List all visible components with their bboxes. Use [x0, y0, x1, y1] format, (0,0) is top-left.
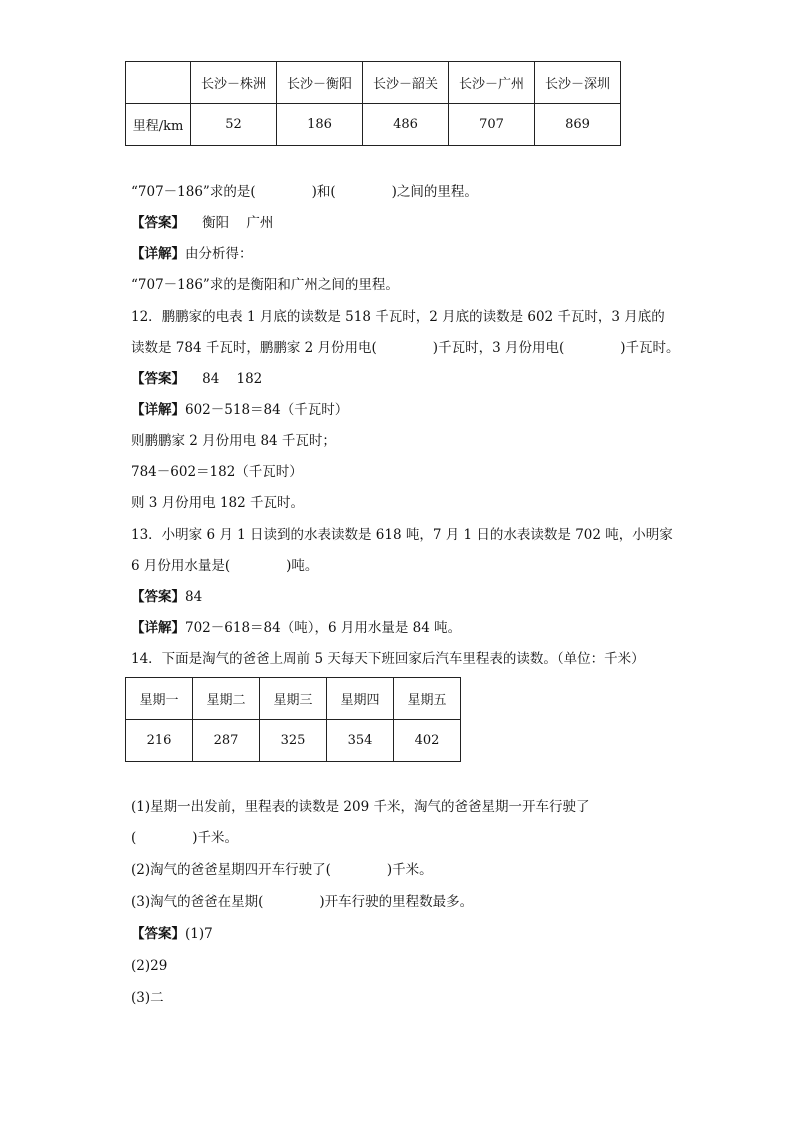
q13-question	[131, 556, 318, 576]
text-run: 602－518＝84（千瓦时）	[185, 402, 349, 418]
q12-answer	[131, 369, 262, 389]
section-tag: 【答案】	[131, 371, 185, 387]
text-run: 由分析得：	[185, 246, 253, 262]
odometer-reading-cell: 354	[327, 720, 394, 762]
text-run: (2)29	[131, 958, 168, 974]
route-value-cell: 486	[363, 104, 449, 146]
q14-sub-question	[131, 828, 238, 848]
text-run: 84	[185, 589, 203, 605]
section-tag: 【答案】	[131, 589, 185, 605]
q11-detail	[131, 275, 399, 295]
q13-detail	[131, 618, 461, 638]
route-header-cell: 长沙－深圳	[535, 62, 621, 104]
section-tag: 【详解】	[131, 620, 185, 636]
odometer-reading-cell: 325	[260, 720, 327, 762]
q14-sub-question	[131, 860, 433, 880]
q14-answer	[131, 988, 164, 1008]
text-run: 14．下面是淘气的爸爸上周前 5 天每天下班回家后汽车里程表的读数。（单位：千米）	[131, 651, 645, 667]
text-run: (3)淘气的爸爸在星期(	[131, 894, 264, 910]
text-run: )千米。	[386, 862, 433, 878]
section-tag: 【答案】	[131, 215, 185, 231]
q14-sub-question	[131, 797, 589, 817]
odometer-day-cell: 星期四	[327, 678, 394, 720]
q13-answer	[131, 587, 202, 607]
odometer-day-cell: 星期一	[126, 678, 193, 720]
text-run: 则鹏鹏家 2 月份用电 84 千瓦时；	[131, 433, 336, 449]
text-run: )千瓦时，3 月份用电(	[432, 340, 565, 356]
text-run: (3)二	[131, 990, 164, 1006]
text-run: 702－618＝84（吨），6 月用水量是 84 吨。	[185, 620, 462, 636]
q14-question	[131, 649, 645, 669]
route-value-cell: 707	[449, 104, 535, 146]
q11-detail	[131, 244, 253, 264]
text-run: (1)7	[185, 926, 213, 942]
text-run: 784－602＝182（千瓦时）	[131, 464, 303, 480]
text-run: )吨。	[286, 558, 319, 574]
odometer-reading-cell: 287	[193, 720, 260, 762]
text-run: )和(	[311, 184, 336, 200]
route-value-cell: 869	[535, 104, 621, 146]
odometer-day-cell: 星期三	[260, 678, 327, 720]
text-run: (1)星期一出发前，里程表的读数是 209 千米，淘气的爸爸星期一开车行驶了	[131, 799, 590, 815]
q13-question	[131, 525, 673, 545]
text-run: 则 3 月份用电 182 千瓦时。	[131, 495, 305, 511]
text-run: 读数是 784 千瓦时，鹏鹏家 2 月份用电(	[131, 340, 377, 356]
odometer-reading-row	[126, 720, 461, 762]
route-header-cell: 长沙－株洲	[191, 62, 277, 104]
odometer-reading-cell: 216	[126, 720, 193, 762]
section-tag: 【答案】	[131, 926, 185, 942]
route-distance-table	[125, 61, 621, 146]
route-table-corner-cell	[126, 62, 191, 104]
text-run: )千瓦时。	[620, 340, 680, 356]
route-header-cell: 长沙－衡阳	[277, 62, 363, 104]
text-run: “707－186”求的是衡阳和广州之间的里程。	[131, 277, 399, 293]
q14-answer	[131, 956, 167, 976]
text-run: )之间的里程。	[391, 184, 478, 200]
q11-answer	[131, 213, 273, 233]
text-run: 13．小明家 6 月 1 日读到的水表读数是 618 吨，7 月 1 日的水表读数是 702 吨，小明家	[131, 527, 673, 543]
odometer-table	[125, 677, 461, 762]
section-tag: 【详解】	[131, 402, 185, 418]
section-tag: 【详解】	[131, 246, 185, 262]
text-run: 衡阳 广州	[185, 215, 274, 231]
route-value-cell: 186	[277, 104, 363, 146]
text-run: 6 月份用水量是(	[131, 558, 231, 574]
q14-answer	[131, 924, 213, 944]
odometer-reading-cell: 402	[394, 720, 461, 762]
text-run: 12．鹏鹏家的电表 1 月底的读数是 518 千瓦时，2 月底的读数是 602 千瓦时，3 月底的	[131, 309, 665, 325]
route-header-cell: 长沙－韶关	[363, 62, 449, 104]
route-table-header-row	[126, 62, 621, 104]
q12-detail	[131, 400, 348, 420]
route-value-cell: 52	[191, 104, 277, 146]
q12-question	[131, 338, 680, 358]
odometer-day-row	[126, 678, 461, 720]
text-run: 84 182	[185, 371, 263, 387]
text-run: )开车行驶的里程数最多。	[319, 894, 474, 910]
text-run: )千米。	[192, 830, 239, 846]
q12-detail	[131, 431, 336, 451]
route-header-cell: 长沙－广州	[449, 62, 535, 104]
q12-detail	[131, 493, 304, 513]
route-row-label: 里程/km	[126, 104, 191, 146]
q14-sub-question	[131, 892, 473, 912]
text-run: (2)淘气的爸爸星期四开车行驶了(	[131, 862, 331, 878]
odometer-day-cell: 星期五	[394, 678, 461, 720]
q11-question	[131, 182, 478, 202]
text-run: (	[131, 830, 137, 846]
text-run: “707－186”求的是(	[131, 184, 256, 200]
odometer-day-cell: 星期二	[193, 678, 260, 720]
q12-detail	[131, 462, 303, 482]
q12-question	[131, 307, 665, 327]
route-table-value-row	[126, 104, 621, 146]
